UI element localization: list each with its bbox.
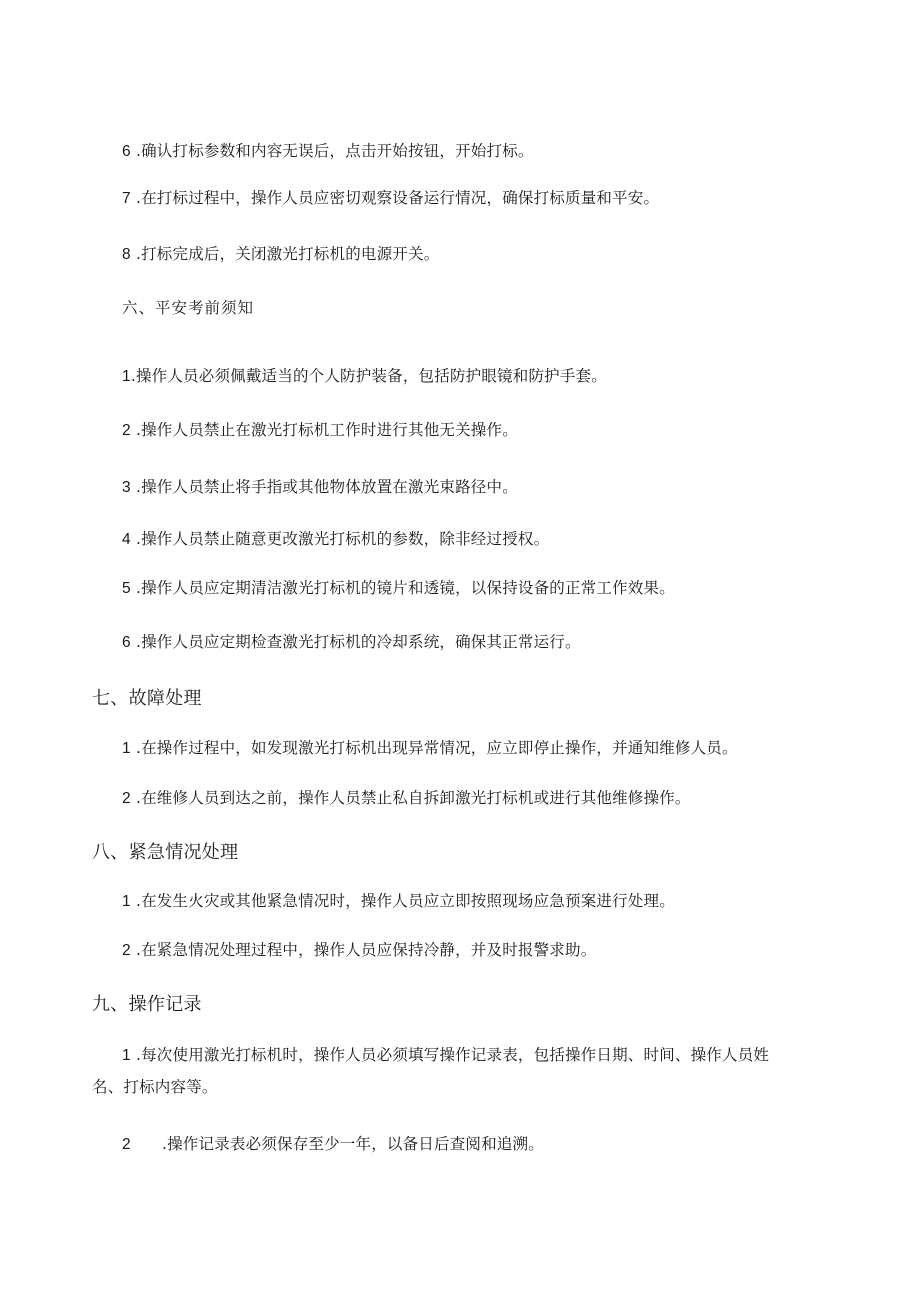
section-6-title: 六、平安考前须知 xyxy=(122,299,255,317)
item-text: .操作人员应定期检查激光打标机的冷却系统，确保其正常运行。 xyxy=(135,633,581,651)
section-6-item-6 xyxy=(122,632,581,653)
section-8-item-2 xyxy=(122,940,596,961)
step-text: .打标完成后，关闭激光打标机的电源开关。 xyxy=(135,245,440,263)
item-number: 2 xyxy=(122,790,131,807)
item-number: 1 xyxy=(122,368,131,385)
step-number: 8 xyxy=(122,246,131,263)
item-text: .在操作过程中，如发现激光打标机出现异常情况，应立即停止操作，并通知维修人员。 xyxy=(135,739,738,757)
step-number: 6 xyxy=(122,143,131,160)
item-number: 4 xyxy=(122,531,131,548)
section-7-title: 七、故障处理 xyxy=(92,688,202,709)
item-number: 6 xyxy=(122,634,131,651)
item-text: .操作人员禁止随意更改激光打标机的参数，除非经过授权。 xyxy=(135,530,550,548)
item-text: .操作人员禁止在激光打标机工作时进行其他无关操作。 xyxy=(135,421,518,439)
step-7 xyxy=(122,188,659,209)
step-number: 7 xyxy=(122,190,131,207)
section-6-item-1 xyxy=(122,366,607,387)
section-6-item-4 xyxy=(122,529,549,550)
item-text: .在发生火灾或其他紧急情况时，操作人员应立即按照现场应急预案进行处理。 xyxy=(135,892,675,910)
step-text: .在打标过程中，操作人员应密切观察设备运行情况，确保打标质量和平安。 xyxy=(135,189,660,207)
item-number: 1 xyxy=(122,740,131,757)
item-text: .操作人员应定期清洁激光打标机的镜片和透镜，以保持设备的正常工作效果。 xyxy=(135,579,675,597)
section-7-item-1 xyxy=(122,738,738,759)
section-9-item-2 xyxy=(122,1134,544,1155)
item-number: 3 xyxy=(122,479,131,496)
item-number: 2 xyxy=(122,942,131,959)
section-8-item-1 xyxy=(122,891,675,912)
section-6-item-5 xyxy=(122,578,675,599)
item-text: .每次使用激光打标机时，操作人员必须填写操作记录表，包括操作日期、时间、操作人员姓 xyxy=(135,1046,770,1064)
item-number: 1 xyxy=(122,1047,131,1064)
item-number: 5 xyxy=(122,580,131,597)
item-number: 2 xyxy=(122,422,131,439)
section-6-item-2 xyxy=(122,420,518,441)
item-text: .在紧急情况处理过程中，操作人员应保持冷静，并及时报警求助。 xyxy=(135,941,597,959)
section-9-item-1 xyxy=(122,1045,769,1066)
step-8 xyxy=(122,244,439,265)
item-text: .操作人员禁止将手指或其他物体放置在激光束路径中。 xyxy=(135,478,518,496)
item-number: 1 xyxy=(122,893,131,910)
section-9-title: 九、操作记录 xyxy=(92,994,202,1015)
section-9-item-1-continuation: 名、打标内容等。 xyxy=(92,1078,218,1096)
item-text: .操作人员必须佩戴适当的个人防护装备，包括防护眼镜和防护手套。 xyxy=(130,367,607,385)
section-8-title: 八、紧急情况处理 xyxy=(92,842,239,863)
section-6-item-3 xyxy=(122,477,518,498)
item-text: .操作记录表必须保存至少一年，以备日后查阅和追溯。 xyxy=(161,1135,544,1153)
section-7-item-2 xyxy=(122,788,691,809)
item-text: .在维修人员到达之前，操作人员禁止私自拆卸激光打标机或进行其他维修操作。 xyxy=(135,789,691,807)
step-6 xyxy=(122,141,534,162)
item-number: 2 xyxy=(122,1136,131,1153)
step-text: .确认打标参数和内容无误后，点击开始按钮，开始打标。 xyxy=(135,142,534,160)
